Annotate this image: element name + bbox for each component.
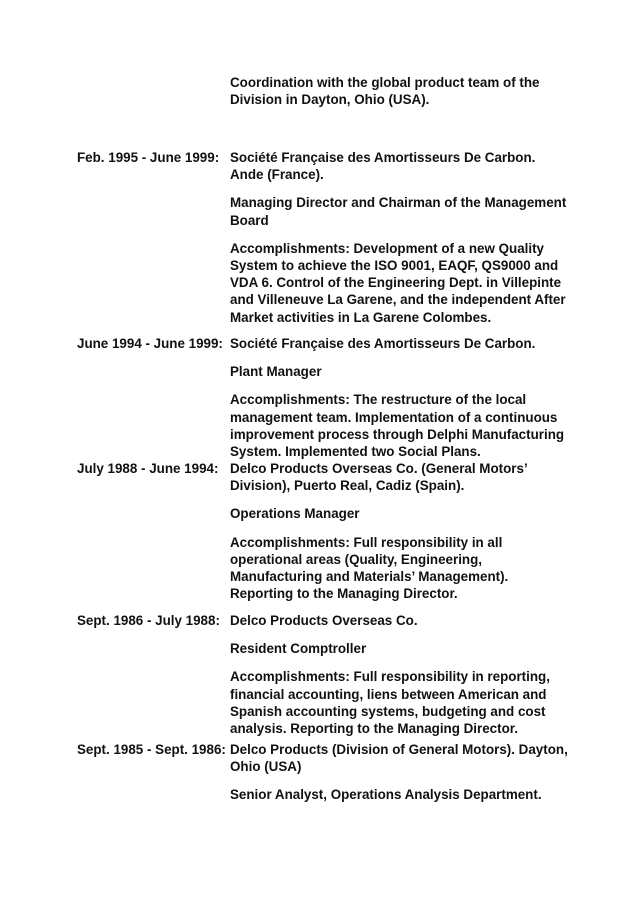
entry-accomplishments: Accomplishments: The restructure of the local management team. Implementation of a continuous improvement process through Delphi Manufacturing System. Implemented two Social Plans. bbox=[230, 392, 565, 460]
entry-company: Société Française des Amortisseurs De Carbon. Ande (France). bbox=[230, 150, 536, 183]
entry-date: July 1988 - June 1994: bbox=[77, 461, 219, 476]
entry-role: Plant Manager bbox=[230, 364, 322, 380]
entry-role: Resident Comptroller bbox=[230, 641, 367, 657]
entry-accomplishments: Accomplishments: Full responsibility in all operational areas (Quality, Engineering, Manufacturing and Materials’ Management). Reporting to the Managing Director. bbox=[230, 534, 509, 602]
entry-company: Delco Products (Division of General Motors). Dayton, Ohio (USA) bbox=[230, 742, 568, 775]
entry-date: June 1994 - June 1999: bbox=[77, 336, 223, 351]
entry-role: Managing Director and Chairman of the Management Board bbox=[230, 195, 567, 228]
entry-role: Senior Analyst, Operations Analysis Department. bbox=[230, 787, 542, 803]
entry-accomplishments: Accomplishments: Full responsibility in reporting, financial accounting, liens between American and Spanish accounting systems, budgeting and cost analysis. Reporting to the Managing Director. bbox=[230, 669, 550, 737]
entry-company: Delco Products Overseas Co. bbox=[230, 613, 418, 628]
entry-date: Sept. 1985 - Sept. 1986: bbox=[77, 742, 226, 757]
intro-text: Coordination with the global product team of the Division in Dayton, Ohio (USA). bbox=[230, 75, 540, 108]
entry-date: Sept. 1986 - July 1988: bbox=[77, 613, 220, 628]
entry-accomplishments: Accomplishments: Development of a new Quality System to achieve the ISO 9001, EAQF, QS9000 and VDA 6. Control of the Engineering Dept. in Villepinte and Villeneuve La Garene, and the independent After Market activities in La Garene Colombes. bbox=[230, 240, 566, 325]
entry-role: Operations Manager bbox=[230, 506, 360, 522]
entry-company: Delco Products Overseas Co. (General Motors’ Division), Puerto Real, Cadiz (Spain). bbox=[230, 461, 527, 494]
entry-date: Feb. 1995 - June 1999: bbox=[77, 150, 220, 165]
entry-company: Société Française des Amortisseurs De Carbon. bbox=[230, 336, 536, 351]
